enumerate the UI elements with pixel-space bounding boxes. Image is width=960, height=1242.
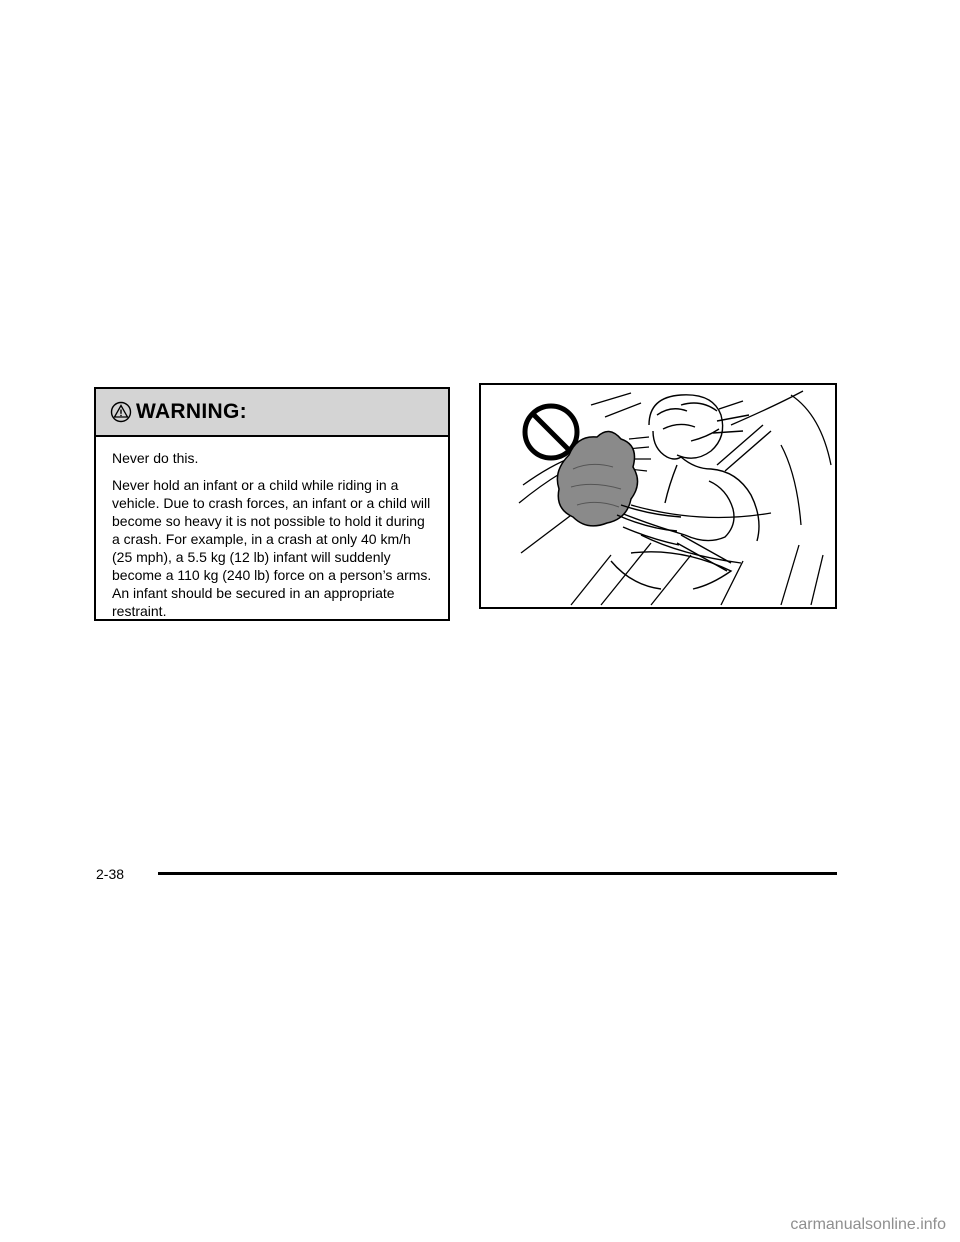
footer-rule <box>158 872 837 875</box>
warning-triangle-icon <box>110 401 132 423</box>
warning-paragraph: Never do this. <box>112 450 199 466</box>
page-number: 2-38 <box>96 866 125 882</box>
warning-paragraph: Never hold an infant or a child while riding in a vehicle. Due to crash forces, an infant or a child will become so heavy it is not possible to hold it during a crash. For example, in a crash at only 40 km/h (25 mph), a 5.5 kg (12 lb) infant will suddenly become a 110 kg (240 lb) force on a person’s arms. An infant should be secured in an appropriate restraint. <box>112 477 432 619</box>
warning-title: WARNING: <box>136 400 247 423</box>
warning-body <box>96 437 448 620</box>
infant-airbag-illustration <box>481 385 835 607</box>
warning-header <box>96 389 448 437</box>
infant-figure <box>557 431 637 525</box>
prohibition-icon <box>525 406 577 458</box>
watermark[interactable]: carmanualsonline.info <box>790 1216 946 1233</box>
warning-box <box>94 387 450 621</box>
illustration-frame <box>479 383 837 609</box>
